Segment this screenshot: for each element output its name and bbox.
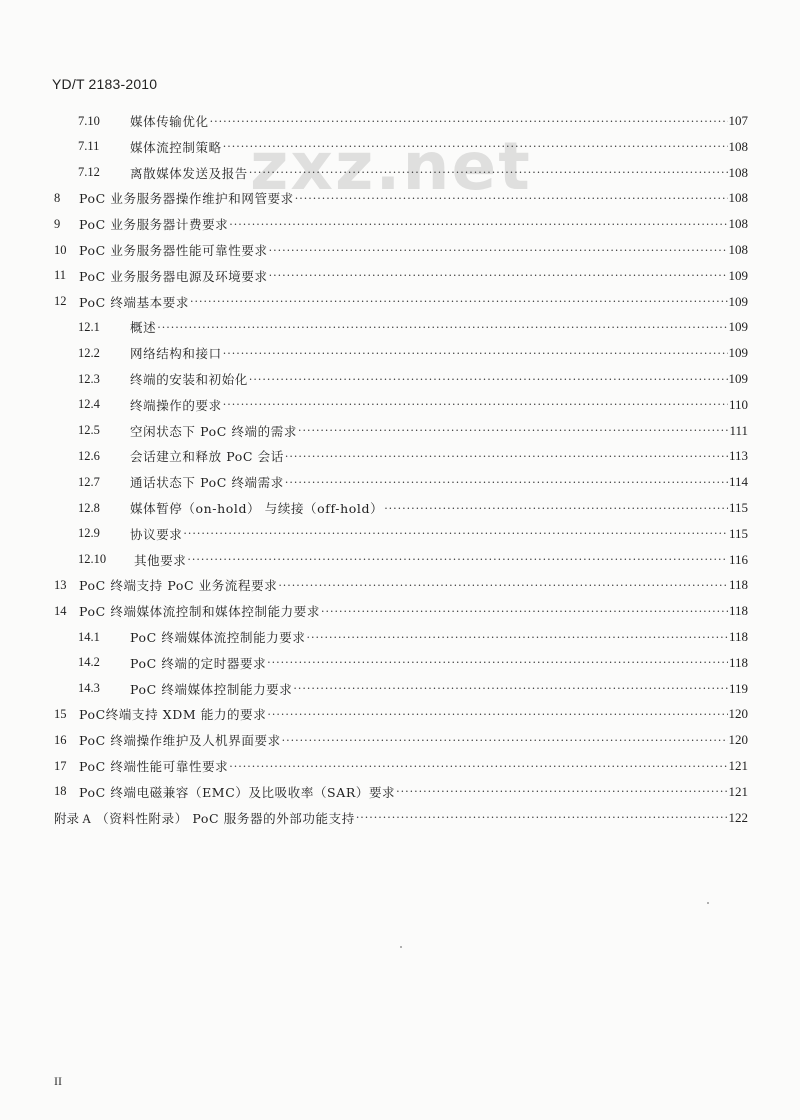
toc-dot-leader (269, 269, 728, 282)
toc-entry-title: PoC 终端性能可靠性要求 (79, 759, 229, 774)
toc-entry (54, 186, 748, 210)
toc-entry-page: 108 (728, 138, 748, 154)
toc-entry (78, 419, 748, 443)
toc-entry (78, 135, 748, 159)
page-header: YD/T 2183-2010 (52, 76, 158, 92)
toc-entry (78, 470, 748, 494)
toc-entry-title: PoC 终端支持 PoC 业务流程要求 (79, 578, 278, 594)
toc-entry (54, 702, 748, 726)
toc-entry-number: 7.12 (78, 165, 100, 180)
toc-entry (78, 651, 748, 675)
toc-entry (54, 212, 748, 236)
toc-entry-page: 107 (728, 113, 748, 128)
toc-entry (54, 264, 748, 288)
toc-entry (78, 109, 748, 133)
toc-dot-leader (269, 244, 728, 257)
toc-dot-leader (306, 631, 728, 644)
toc-entry (54, 728, 748, 752)
toc-entry (78, 496, 748, 520)
toc-entry (54, 238, 748, 262)
toc-entry (54, 290, 748, 314)
toc-entry-number: 12.9 (78, 526, 100, 541)
toc-entry-page: 109 (728, 345, 748, 361)
toc-entry-number: 10 (54, 242, 67, 257)
toc-entry-page: 118 (728, 654, 748, 670)
toc-entry-title: PoC 终端媒体控制能力要求 (130, 681, 293, 697)
toc-entry (54, 573, 748, 597)
toc-dot-leader (229, 760, 727, 773)
toc-entry-title: PoC 业务服务器电源及环境要求 (79, 268, 268, 284)
toc-dot-leader (183, 527, 728, 540)
toc-entry-page: 111 (729, 422, 748, 438)
toc-entry-page: 122 (728, 809, 748, 825)
toc-entry-number: 12.1 (78, 319, 100, 334)
toc-entry-number: 18 (54, 784, 67, 799)
toc-entry-number: 14.1 (78, 629, 100, 644)
toc-dot-leader (249, 166, 728, 179)
toc-entry-number: 15 (54, 706, 67, 721)
toc-entry-number: 7.11 (78, 139, 100, 154)
toc-entry-page: 108 (728, 216, 748, 232)
toc-entry-number: 12 (54, 294, 67, 309)
scan-speck (400, 946, 402, 948)
toc-dot-leader (384, 502, 728, 515)
toc-entry-title: PoC 业务服务器性能可靠性要求 (79, 243, 268, 258)
toc-entry-title: 通话状态下 PoC 终端需求 (130, 475, 284, 491)
toc-entry-page: 119 (728, 680, 748, 696)
toc-entry (78, 522, 748, 546)
toc-entry-number: 8 (54, 190, 61, 205)
toc-entry-page: 109 (728, 267, 748, 283)
toc-entry-number: 12.3 (78, 371, 100, 386)
toc-entry-title: 网络结构和接口 (130, 346, 222, 362)
toc-entry (54, 599, 748, 623)
toc-entry-title: PoC 终端媒体流控制和媒体控制能力要求 (79, 604, 320, 620)
toc-entry-title: PoC终端支持 XDM 能力的要求 (79, 707, 267, 723)
toc-entry-page: 114 (728, 474, 748, 490)
toc-dot-leader (295, 192, 728, 205)
toc-entry (54, 806, 748, 830)
toc-entry-page: 118 (728, 629, 748, 644)
toc-entry-number: 11 (54, 268, 67, 283)
toc-entry (78, 393, 748, 417)
toc-entry-title: 其他要求 (134, 552, 187, 568)
toc-entry-title: PoC 终端的定时器要求 (130, 655, 267, 671)
toc-dot-leader (249, 373, 728, 386)
toc-entry-title: （资料性附录） PoC 服务器的外部功能支持 (96, 810, 355, 826)
toc-entry-number: 12.4 (78, 397, 100, 412)
toc-entry-page: 109 (728, 371, 748, 386)
toc-entry-page: 108 (728, 242, 748, 257)
toc-entry (78, 367, 748, 391)
toc-entry-number: 12.8 (78, 500, 100, 515)
toc-entry-page: 116 (728, 551, 748, 567)
toc-entry-page: 115 (728, 500, 748, 515)
toc-entry-page: 109 (728, 293, 748, 309)
toc-entry-title: PoC 终端电磁兼容（EMC）及比吸收率（SAR）要求 (79, 784, 396, 800)
toc-entry-number: 14.2 (78, 655, 100, 670)
toc-entry-title: 终端的安装和初始化 (130, 372, 248, 387)
toc-entry-number: 附录 A (54, 811, 92, 826)
toc-entry-number: 16 (54, 732, 67, 747)
toc-entry-page: 110 (728, 396, 748, 412)
toc-entry-title: PoC 终端操作维护及人机界面要求 (79, 733, 281, 749)
toc-entry-title: PoC 终端媒体流控制能力要求 (130, 630, 306, 645)
toc-entry-number: 17 (54, 758, 67, 773)
toc-entry-number: 12.7 (78, 474, 100, 489)
toc-entry-page: 121 (728, 758, 748, 773)
toc-entry (78, 315, 748, 339)
toc-entry-page: 108 (728, 164, 748, 180)
toc-entry-number: 14.3 (78, 681, 100, 696)
toc-entry-page: 121 (728, 783, 748, 799)
toc-dot-leader (157, 321, 727, 334)
toc-entry (78, 548, 748, 572)
toc-dot-leader (282, 734, 728, 747)
toc-entry-page: 113 (728, 448, 748, 464)
toc-entry-title: 终端操作的要求 (130, 397, 222, 413)
toc-entry-page: 120 (728, 706, 748, 722)
toc-entry-number: 7.10 (78, 113, 100, 128)
toc-dot-leader (285, 450, 728, 463)
toc-entry-number: 12.6 (78, 448, 100, 463)
toc-entry-title: 协议要求 (130, 526, 183, 542)
toc-dot-leader (321, 605, 728, 618)
toc-entry-title: 概述 (130, 320, 157, 336)
toc-entry-number: 13 (54, 577, 67, 592)
toc-dot-leader (278, 579, 728, 592)
toc-entry-title: PoC 终端基本要求 (79, 294, 189, 310)
toc-entry-number: 12.5 (78, 423, 100, 438)
toc-dot-leader (267, 656, 728, 669)
toc-entry (78, 161, 748, 185)
toc-dot-leader (285, 476, 728, 489)
toc-entry-number: 9 (54, 216, 61, 231)
toc-dot-leader (356, 811, 728, 824)
toc-dot-leader (229, 218, 727, 231)
toc-entry-page: 118 (728, 577, 748, 593)
toc-dot-leader (293, 682, 728, 695)
toc-entry (78, 341, 748, 365)
toc-entry-page: 115 (728, 525, 748, 541)
toc-entry-number: 12.10 (78, 552, 107, 567)
toc-dot-leader (210, 115, 728, 128)
toc-entry (78, 677, 748, 701)
page-number: II (54, 1074, 62, 1088)
toc-dot-leader (223, 140, 728, 153)
toc-entry (54, 754, 748, 778)
toc-entry-number: 12.2 (78, 345, 100, 360)
toc-entry-title: 媒体流控制策略 (130, 139, 222, 155)
toc-dot-leader (267, 708, 727, 721)
toc-dot-leader (187, 553, 728, 566)
toc-entry-title: 空闲状态下 PoC 终端的需求 (130, 423, 297, 439)
scan-speck (707, 902, 709, 904)
toc-dot-leader (223, 398, 728, 411)
toc-entry (54, 780, 748, 804)
toc-entry (78, 444, 748, 468)
toc-entry-title: PoC 业务服务器计费要求 (79, 217, 229, 233)
watermark: zxz.net (250, 128, 532, 205)
toc-entry-title: 离散媒体发送及报告 (130, 165, 248, 181)
toc-dot-leader (223, 347, 728, 360)
toc-entry-number: 14 (54, 603, 67, 618)
toc-entry-page: 109 (728, 319, 748, 335)
toc-entry-page: 118 (728, 603, 748, 619)
toc-entry-title: PoC 业务服务器操作维护和网管要求 (79, 191, 294, 207)
toc-entry-page: 108 (728, 190, 748, 206)
toc-entry-title: 媒体传输优化 (130, 114, 209, 129)
toc-entry-title: 媒体暂停（on-hold） 与续接（off-hold） (130, 501, 384, 516)
toc-entry-title: 会话建立和释放 PoC 会话 (130, 449, 284, 465)
toc-dot-leader (396, 785, 727, 798)
toc-dot-leader (190, 295, 728, 308)
toc-entry (78, 625, 748, 649)
toc-entry-page: 120 (728, 732, 748, 748)
toc-dot-leader (298, 424, 729, 437)
